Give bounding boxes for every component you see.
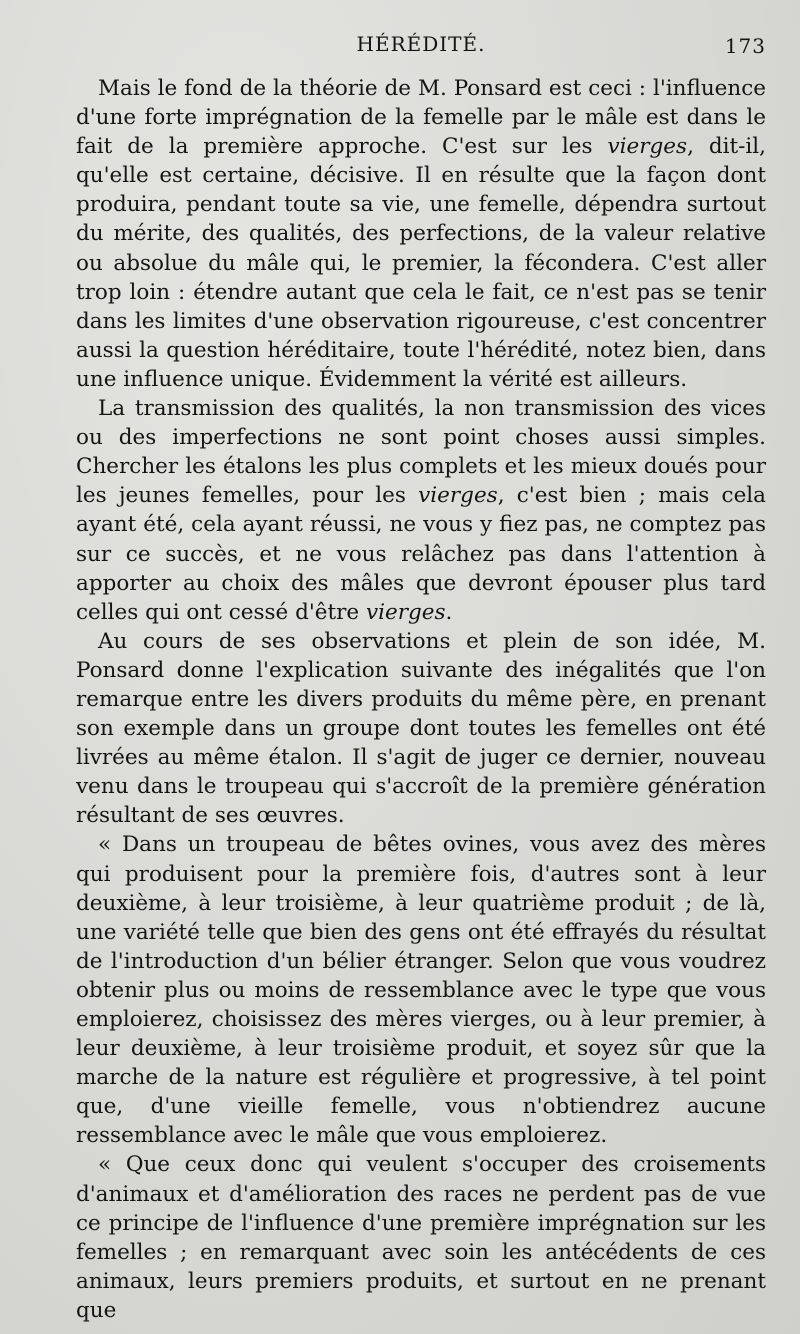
text-run: . xyxy=(445,599,453,625)
running-title: HÉRÉDITÉ. xyxy=(356,32,486,56)
text-run: , c'est bien ; mais cela ayant été, cela ayant réussi, ne vous y fiez pas, ne comptez pas sur ce succès, et ne vous relâchez pas dans l'attention à apporter au choix des mâles que devront épouser plus tard celles qui ont cessé d'être xyxy=(76,483,766,625)
text-run: « Dans un troupeau de bêtes ovines, vous avez des mères qui produisent pour la première fois, d'autres sont à leur deuxième, à leur troisième, à leur quatrième produit ; de là, une variété telle que bien des gens ont été effrayés du résultat de l'introduction d'un bélier étranger. Selon que vous voudrez obtenir plus ou moins de ressemblance avec le type que vous emploierez, choisissez des mères vierges, ou à leur premier, à leur deuxième, à leur troisième produit, et soyez sûr que la marche de la nature est régulière et progressive, à tel point que, d'une vieille femelle, vous n'obtiendrez aucune ressemblance avec le mâle que vous emploierez. xyxy=(76,832,766,1149)
book-page xyxy=(76,30,766,1323)
body-text xyxy=(76,74,766,1325)
text-run: , dit-il, qu'elle est certaine, décisive. Il en résulte que la façon dont produira, pendant toute sa vie, une femelle, dépendra surtout du mérite, des qualités, des perfections, de la valeur relative ou absolue du mâle qui, le premier, la fécondera. C'est aller trop loin : étendre autant que cela le fait, ce n'est pas se tenir dans les limites d'une observation rigoureuse, c'est concentrer aussi la question héréditaire, toute l'hérédité, notez bien, dans une influence unique. Évidemment la vérité est ailleurs. xyxy=(76,134,766,392)
text-run: Au cours de ses observations et plein de son idée, M. Ponsard donne l'explication suivante des inégalités que l'on remarque entre les divers produits du même père, en prenant son exemple dans un groupe dont toutes les femelles ont été livrées au même étalon. Il s'agit de juger ce dernier, nouveau venu dans le troupeau qui s'accroît de la première génération résultant de ses œuvres. xyxy=(76,628,766,829)
paragraph-5 xyxy=(76,1150,766,1325)
text-run: La transmission des qualités, la non transmission des vices ou des imperfections ne sont point choses aussi simples. Chercher les étalons les plus complets et les mieux doués pour les jeunes femelles, pour les xyxy=(76,396,766,509)
italic-run: vierges xyxy=(365,599,446,625)
text-run: Mais le fond de la théorie de M. Ponsard est ceci : l'influence d'une forte imprégnation de la femelle par le mâle est dans le fait de la première approche. C'est sur les xyxy=(76,76,766,160)
paragraph-1 xyxy=(76,74,766,394)
italic-run: vierges xyxy=(607,134,688,160)
paragraph-4 xyxy=(76,830,766,1150)
page-number: 173 xyxy=(724,34,766,58)
page-header xyxy=(76,30,766,66)
italic-run: vierges xyxy=(418,483,498,509)
paragraph-3 xyxy=(76,627,766,831)
text-run: « Que ceux donc qui veulent s'occuper des croisements d'animaux et d'amélioration des races ne perdent pas de vue ce principe de l'influence d'une première imprégnation sur les femelles ; en remarquant avec soin les antécédents de ces animaux, leurs premiers produits, et surtout en ne prenant que xyxy=(76,1152,766,1323)
paragraph-2 xyxy=(76,394,766,627)
